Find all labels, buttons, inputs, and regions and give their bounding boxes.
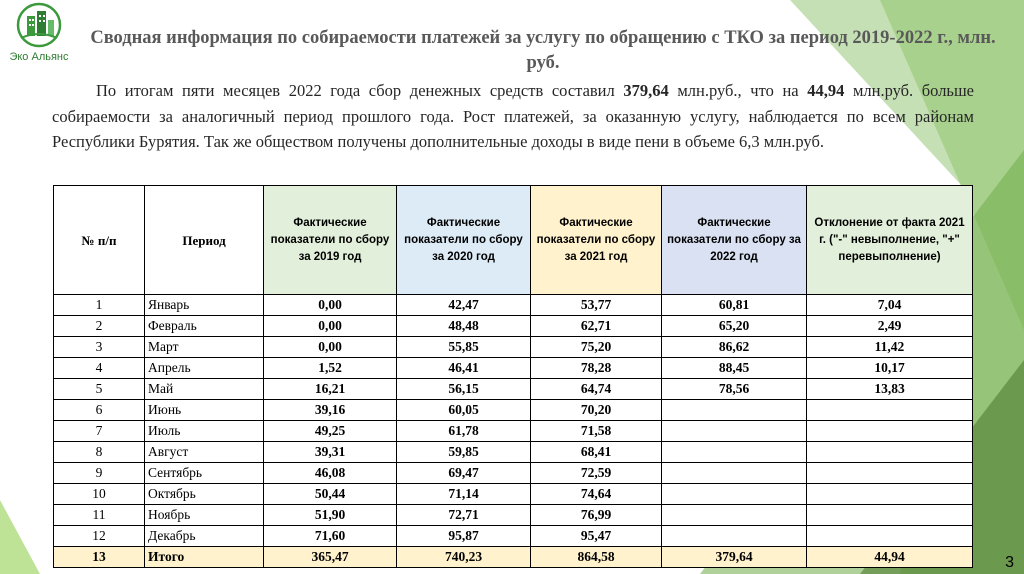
total-cell-2019: 365,47 <box>264 547 397 568</box>
cell-period: Март <box>145 337 264 358</box>
cell-number: 11 <box>54 505 145 526</box>
header-2022: Фактические показатели по сбору за 2022 год <box>662 186 807 295</box>
cell-period: Октябрь <box>145 484 264 505</box>
cell-2021: 62,71 <box>531 316 662 337</box>
total-cell-number: 13 <box>54 547 145 568</box>
cell-2020: 71,14 <box>397 484 531 505</box>
cell-2019: 46,08 <box>264 463 397 484</box>
cell-number: 7 <box>54 421 145 442</box>
cell-2022 <box>662 400 807 421</box>
cell-2019: 49,25 <box>264 421 397 442</box>
cell-2021: 76,99 <box>531 505 662 526</box>
table-row <box>54 505 973 526</box>
cell-deviation: 10,17 <box>807 358 973 379</box>
table-row <box>54 337 973 358</box>
table-row <box>54 442 973 463</box>
cell-deviation <box>807 526 973 547</box>
cell-deviation: 11,42 <box>807 337 973 358</box>
cell-2019: 0,00 <box>264 295 397 316</box>
table-row <box>54 421 973 442</box>
cell-2019: 71,60 <box>264 526 397 547</box>
cell-2022: 86,62 <box>662 337 807 358</box>
cell-deviation <box>807 484 973 505</box>
cell-deviation <box>807 400 973 421</box>
cell-2021: 64,74 <box>531 379 662 400</box>
cell-2021: 74,64 <box>531 484 662 505</box>
cell-2021: 78,28 <box>531 358 662 379</box>
cell-deviation: 13,83 <box>807 379 973 400</box>
cell-2019: 0,00 <box>264 337 397 358</box>
cell-period: Февраль <box>145 316 264 337</box>
cell-2021: 71,58 <box>531 421 662 442</box>
cell-2019: 51,90 <box>264 505 397 526</box>
cell-number: 12 <box>54 526 145 547</box>
header-2021: Фактические показатели по сбору за 2021 год <box>531 186 662 295</box>
cell-2021: 70,20 <box>531 400 662 421</box>
slide-title: Сводная информация по собираемости платежей за услугу по обращению с ТКО за период 2019-2022 г., млн. руб. <box>90 28 996 73</box>
cell-period: Январь <box>145 295 264 316</box>
cell-2022 <box>662 484 807 505</box>
summary-paragraph <box>52 78 974 155</box>
header-2019: Фактические показатели по сбору за 2019 год <box>264 186 397 295</box>
cell-2022 <box>662 421 807 442</box>
collected-amount: 379,64 <box>623 81 669 100</box>
cell-2019: 16,21 <box>264 379 397 400</box>
cell-deviation <box>807 421 973 442</box>
total-cell-deviation: 44,94 <box>807 547 973 568</box>
cell-2019: 39,31 <box>264 442 397 463</box>
cell-number: 2 <box>54 316 145 337</box>
cell-number: 4 <box>54 358 145 379</box>
cell-2022 <box>662 505 807 526</box>
table-row <box>54 484 973 505</box>
cell-2021: 72,59 <box>531 463 662 484</box>
table-row <box>54 358 973 379</box>
total-cell-2021: 864,58 <box>531 547 662 568</box>
paragraph-text-1: По итогам пяти месяцев 2022 года сбор денежных средств составил <box>96 81 624 100</box>
cell-2022 <box>662 463 807 484</box>
table-row <box>54 316 973 337</box>
increase-amount: 44,94 <box>807 81 845 100</box>
cell-2020: 59,85 <box>397 442 531 463</box>
paragraph-text-3: млн.руб. больше собираемости за аналогичный период прошлого года. Рост платежей, за оказанную услугу, наблюдается по всем районам Республики Бурятия. Так же обществом получены дополнительные доходы в виде пени в объеме 6,3 млн.руб. <box>52 81 974 151</box>
cell-period: Ноябрь <box>145 505 264 526</box>
cell-number: 5 <box>54 379 145 400</box>
cell-2019: 0,00 <box>264 316 397 337</box>
cell-deviation: 7,04 <box>807 295 973 316</box>
cell-2019: 39,16 <box>264 400 397 421</box>
cell-period: Июнь <box>145 400 264 421</box>
cell-2020: 55,85 <box>397 337 531 358</box>
cell-2020: 72,71 <box>397 505 531 526</box>
header-period: Период <box>145 186 264 295</box>
cell-deviation <box>807 505 973 526</box>
cell-2022 <box>662 526 807 547</box>
cell-number: 6 <box>54 400 145 421</box>
cell-2020: 48,48 <box>397 316 531 337</box>
cell-2019: 50,44 <box>264 484 397 505</box>
cell-2020: 56,15 <box>397 379 531 400</box>
total-cell-2020: 740,23 <box>397 547 531 568</box>
header-number: № п/п <box>54 186 145 295</box>
cell-2020: 46,41 <box>397 358 531 379</box>
cell-number: 9 <box>54 463 145 484</box>
cell-2020: 95,87 <box>397 526 531 547</box>
cell-number: 1 <box>54 295 145 316</box>
cell-2020: 60,05 <box>397 400 531 421</box>
cell-2022: 65,20 <box>662 316 807 337</box>
cell-period: Август <box>145 442 264 463</box>
logo-icon <box>9 2 69 48</box>
cell-2021: 68,41 <box>531 442 662 463</box>
table-row <box>54 379 973 400</box>
table-row <box>54 295 973 316</box>
page-number: 3 <box>1005 554 1014 571</box>
cell-period: Июль <box>145 421 264 442</box>
header-deviation: Отклонение от факта 2021 г. ("-" невыполнение, "+" перевыполнение) <box>807 186 973 295</box>
cell-deviation <box>807 442 973 463</box>
cell-2022: 88,45 <box>662 358 807 379</box>
cell-2020: 69,47 <box>397 463 531 484</box>
table-header-row <box>54 186 973 295</box>
cell-deviation <box>807 463 973 484</box>
paragraph-text-2: млн.руб., что на <box>668 81 808 100</box>
table-row <box>54 526 973 547</box>
cell-2022: 60,81 <box>662 295 807 316</box>
cell-2021: 75,20 <box>531 337 662 358</box>
table-row <box>54 400 973 421</box>
cell-period: Май <box>145 379 264 400</box>
cell-period: Декабрь <box>145 526 264 547</box>
logo-brand-name: Эко Альянс <box>9 51 69 63</box>
total-cell-period: Итого <box>145 547 264 568</box>
table-body <box>54 295 973 568</box>
company-logo <box>6 2 72 63</box>
cell-2021: 95,47 <box>531 526 662 547</box>
cell-2022: 78,56 <box>662 379 807 400</box>
cell-number: 10 <box>54 484 145 505</box>
cell-period: Сентябрь <box>145 463 264 484</box>
cell-number: 8 <box>54 442 145 463</box>
table-total-row <box>54 547 973 568</box>
table-row <box>54 463 973 484</box>
cell-number: 3 <box>54 337 145 358</box>
total-cell-2022: 379,64 <box>662 547 807 568</box>
payments-table <box>53 185 973 568</box>
cell-2020: 61,78 <box>397 421 531 442</box>
cell-2019: 1,52 <box>264 358 397 379</box>
cell-2020: 42,47 <box>397 295 531 316</box>
header-2020: Фактические показатели по сбору за 2020 год <box>397 186 531 295</box>
cell-deviation: 2,49 <box>807 316 973 337</box>
cell-2021: 53,77 <box>531 295 662 316</box>
cell-period: Апрель <box>145 358 264 379</box>
cell-2022 <box>662 442 807 463</box>
